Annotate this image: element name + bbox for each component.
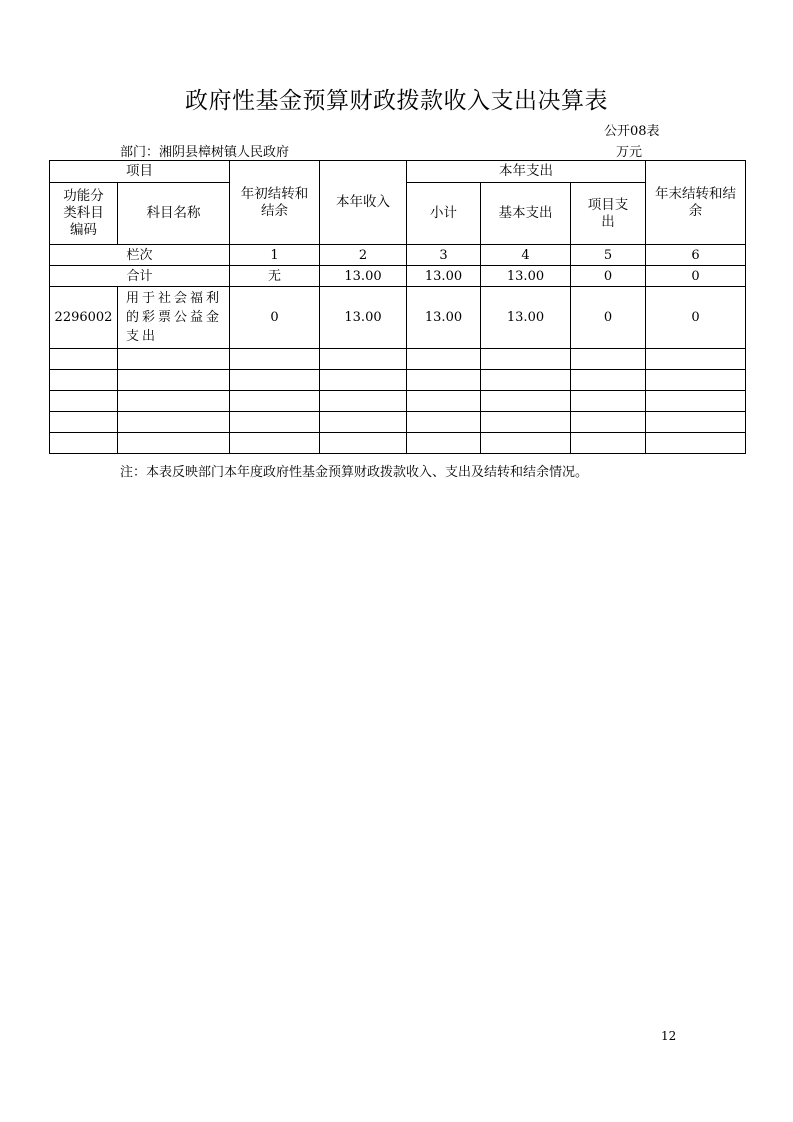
empty-cell [230, 370, 320, 391]
empty-cell [320, 391, 407, 412]
empty-cell [407, 391, 481, 412]
table-cell: 5 [571, 245, 646, 266]
empty-cell [50, 370, 118, 391]
empty-row [50, 412, 746, 433]
table-cell: 4 [481, 245, 571, 266]
subject-name: 用于社会福利的彩票公益金支出 [118, 287, 230, 349]
empty-cell [571, 349, 646, 370]
empty-cell [481, 349, 571, 370]
empty-row [50, 433, 746, 454]
subject-code: 2296002 [50, 287, 118, 349]
empty-cell [50, 349, 118, 370]
table-cell: 13.00 [407, 287, 481, 349]
table-cell: 6 [646, 245, 746, 266]
header-project-expenditure: 项目支出 [571, 183, 646, 245]
header-expenditure-group: 本年支出 [407, 161, 646, 183]
table-cell: 13.00 [481, 287, 571, 349]
empty-cell [407, 349, 481, 370]
empty-cell [407, 412, 481, 433]
table-cell: 0 [646, 287, 746, 349]
total-label: 合计 [50, 266, 230, 287]
empty-cell [481, 370, 571, 391]
empty-cell [230, 433, 320, 454]
empty-cell [118, 412, 230, 433]
table-cell: 2 [320, 245, 407, 266]
empty-cell [230, 349, 320, 370]
table-cell: 13.00 [481, 266, 571, 287]
empty-cell [571, 412, 646, 433]
empty-cell [320, 349, 407, 370]
empty-cell [320, 433, 407, 454]
page-number: 12 [661, 1029, 677, 1043]
table-cell: 0 [230, 287, 320, 349]
empty-cell [571, 391, 646, 412]
empty-cell [50, 412, 118, 433]
total-row [50, 266, 746, 287]
empty-cell [571, 370, 646, 391]
empty-row [50, 370, 746, 391]
empty-cell [481, 412, 571, 433]
empty-cell [118, 433, 230, 454]
header-func-code: 功能分类科目编码 [50, 183, 118, 245]
empty-cell [407, 370, 481, 391]
table-cell: 13.00 [320, 266, 407, 287]
table-cell: 13.00 [407, 266, 481, 287]
column-index-row [50, 245, 746, 266]
empty-row [50, 391, 746, 412]
empty-cell [50, 391, 118, 412]
table-cell: 3 [407, 245, 481, 266]
budget-table [49, 160, 746, 454]
empty-cell [320, 370, 407, 391]
header-beginning-balance: 年初结转和结余 [230, 161, 320, 245]
empty-cell [646, 391, 746, 412]
table-cell: 13.00 [320, 287, 407, 349]
empty-cell [407, 433, 481, 454]
table-cell: 0 [571, 266, 646, 287]
table-cell: 无 [230, 266, 320, 287]
table-cell: 1 [230, 245, 320, 266]
empty-cell [118, 349, 230, 370]
unit-label: 万元 [616, 145, 643, 160]
header-subject-name: 科目名称 [118, 183, 230, 245]
empty-cell [481, 433, 571, 454]
empty-cell [50, 433, 118, 454]
empty-cell [118, 370, 230, 391]
header-ending-balance: 年末结转和结余 [646, 161, 746, 245]
table-note: 注：本表反映部门本年度政府性基金预算财政拨款收入、支出及结转和结余情况。 [120, 465, 589, 480]
column-index-label: 栏次 [50, 245, 230, 266]
empty-cell [230, 391, 320, 412]
page-title: 政府性基金预算财政拨款收入支出决算表 [185, 88, 608, 114]
empty-cell [646, 412, 746, 433]
empty-cell [230, 412, 320, 433]
empty-cell [646, 433, 746, 454]
department-label: 部门：湘阴县樟树镇人民政府 [120, 145, 290, 160]
table-cell: 0 [571, 287, 646, 349]
header-current-income: 本年收入 [320, 161, 407, 245]
table-cell: 0 [646, 266, 746, 287]
empty-cell [320, 412, 407, 433]
empty-cell [118, 391, 230, 412]
empty-cell [481, 391, 571, 412]
empty-row [50, 349, 746, 370]
empty-cell [571, 433, 646, 454]
form-code: 公开08表 [604, 124, 660, 139]
empty-cell [646, 349, 746, 370]
header-subtotal: 小计 [407, 183, 481, 245]
table-row [50, 287, 746, 349]
header-basic-expenditure: 基本支出 [481, 183, 571, 245]
header-project-group: 项目 [50, 161, 230, 183]
empty-cell [646, 370, 746, 391]
